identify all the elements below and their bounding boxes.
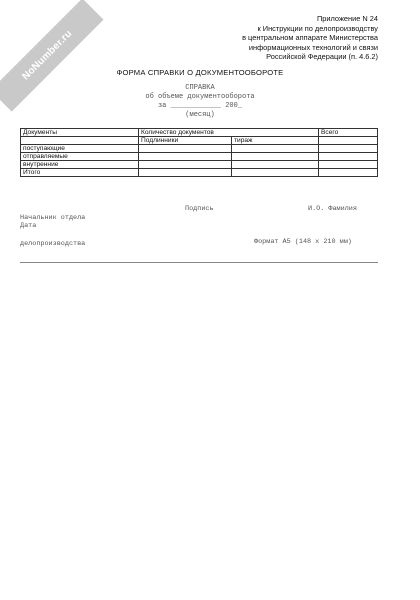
name-label: И.О. Фамилия <box>308 205 357 213</box>
table-cell <box>232 153 319 161</box>
appendix-line: Российской Федерации (п. 4.6.2) <box>266 52 378 62</box>
reference-period: за ____________ 200_ <box>157 102 242 110</box>
table-row <box>21 153 378 161</box>
table-cell <box>319 161 378 169</box>
row-label: Итого <box>21 169 139 177</box>
header-documents: Документы <box>21 129 139 137</box>
position-line: Начальник отдела <box>20 214 86 222</box>
table-cell <box>319 137 378 145</box>
signature-label: Подпись <box>185 205 214 213</box>
row-label: внутренние <box>21 161 139 169</box>
row-label: отправляемые <box>21 153 139 161</box>
header-originals: Подлинники <box>139 137 232 145</box>
table-row <box>21 145 378 153</box>
header-total: Всего <box>319 129 378 137</box>
bottom-divider <box>20 262 378 263</box>
date-label: Дата <box>20 222 37 230</box>
table-cell <box>319 169 378 177</box>
reference-header <box>0 84 400 120</box>
table-header-row <box>21 129 378 137</box>
row-label: поступающие <box>21 145 139 153</box>
position-line: делопроизводства <box>20 239 86 248</box>
table-subheader-row <box>21 137 378 145</box>
header-count: Количество документов <box>139 129 319 137</box>
reference-subtitle: об объеме документооборота <box>145 93 255 101</box>
watermark-text: NoNumber.ru <box>19 27 75 83</box>
table-row <box>21 169 378 177</box>
table-cell <box>139 169 232 177</box>
appendix-line: информационных технологий и связи <box>248 42 378 52</box>
header-copies: тираж <box>232 137 319 145</box>
appendix-line: в центральном аппарате Министерства <box>242 33 378 43</box>
documents-table <box>20 128 378 177</box>
reference-title: СПРАВКА <box>185 84 215 92</box>
table-cell <box>232 145 319 153</box>
table-cell <box>21 137 139 145</box>
table-cell <box>232 169 319 177</box>
table-cell <box>139 153 232 161</box>
table-cell <box>319 153 378 161</box>
form-title: ФОРМА СПРАВКИ О ДОКУМЕНТООБОРОТЕ <box>116 68 284 77</box>
format-note: Формат А5 (148 х 210 мм) <box>254 238 352 246</box>
table-row <box>21 161 378 169</box>
reference-month-hint: (месяц) <box>185 111 215 119</box>
table-cell <box>139 161 232 169</box>
table-cell <box>232 161 319 169</box>
appendix-line: Приложение N 24 <box>316 14 378 23</box>
table-cell <box>139 145 232 153</box>
appendix-note <box>178 14 378 62</box>
appendix-line: к Инструкции по делопроизводству <box>257 23 378 33</box>
table-cell <box>319 145 378 153</box>
